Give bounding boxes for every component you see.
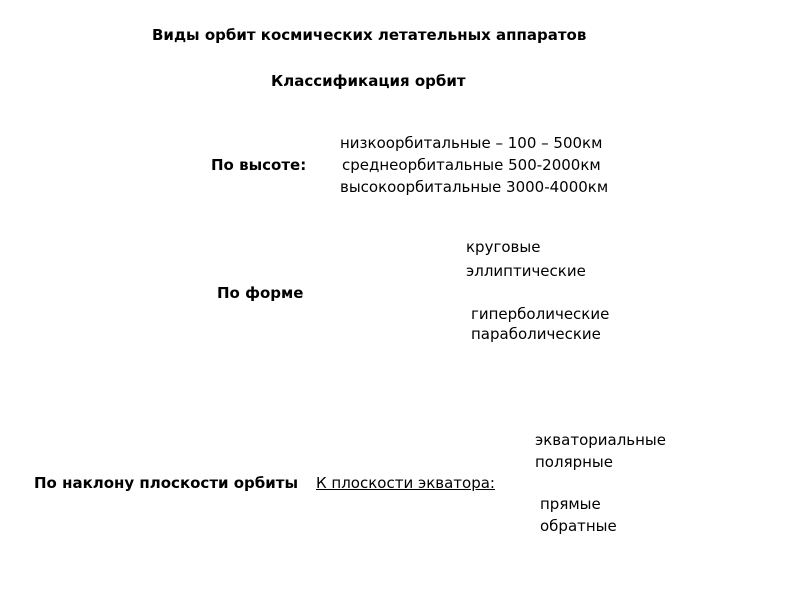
page-title: Виды орбит космических летательных аппаратов <box>152 26 587 44</box>
height-item-high: высокоорбитальные 3000-4000км <box>340 178 609 196</box>
shape-item-elliptical: эллиптические <box>466 262 586 280</box>
page-subtitle: Классификация орбит <box>271 72 466 90</box>
by-shape-label: По форме <box>217 284 304 302</box>
inclination-item-polar: полярные <box>535 453 613 471</box>
equator-plane-link[interactable]: К плоскости экватора: <box>316 474 495 492</box>
shape-item-hyperbolic: гиперболические <box>471 305 610 323</box>
by-height-label: По высоте: <box>211 156 307 174</box>
height-item-low: низкоорбитальные – 100 – 500км <box>340 134 603 152</box>
shape-item-parabolic: параболические <box>471 325 601 343</box>
shape-item-circular: круговые <box>466 238 541 256</box>
inclination-item-equatorial: экваториальные <box>535 431 667 449</box>
inclination-item-prograde: прямые <box>540 495 601 513</box>
inclination-item-retrograde: обратные <box>540 517 617 535</box>
height-item-medium: среднеорбитальные 500-2000км <box>342 156 601 174</box>
by-inclination-label: По наклону плоскости орбиты <box>34 474 299 492</box>
